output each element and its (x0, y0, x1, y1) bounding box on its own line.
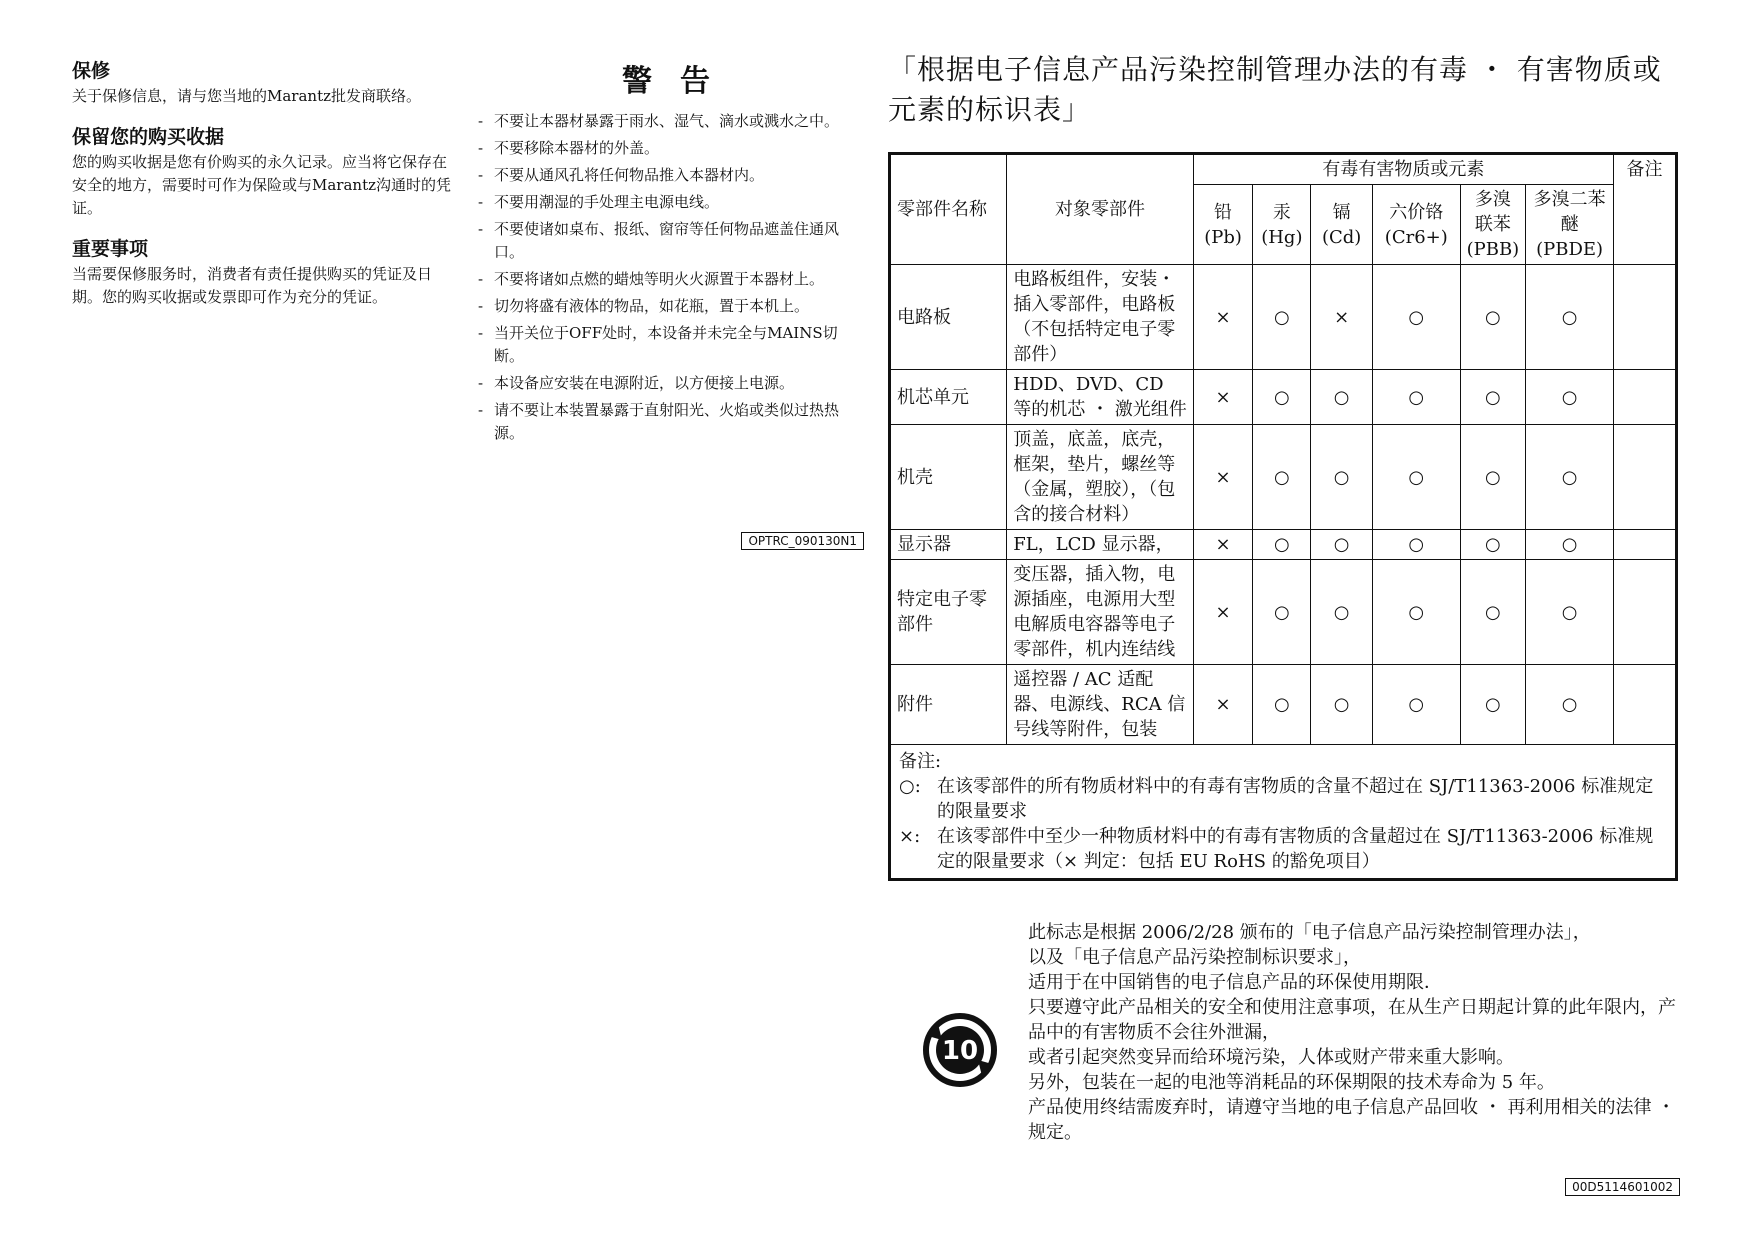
header-substance: 六价铬 (Cr6+) (1372, 185, 1460, 265)
row-part-name: 显示器 (890, 530, 1007, 560)
row-remark (1613, 370, 1676, 425)
legend-line: 适用于在中国销售的电子信息产品的环保使用期限． (1028, 972, 1442, 993)
receipt-section (72, 122, 454, 220)
row-target-parts: 变压器，插入物，电源插座，电源用大型电解质电容器等电子零部件，机内连结线 (1007, 560, 1193, 665)
substance-mark: ○ (1311, 530, 1373, 560)
substance-mark: ○ (1526, 425, 1614, 530)
row-remark (1613, 425, 1676, 530)
row-part-name: 机壳 (890, 425, 1007, 530)
row-remark (1613, 530, 1676, 560)
row-target-parts: HDD、DVD、CD 等的机芯 ・ 激光组件 (1007, 370, 1193, 425)
row-target-parts: 遥控器 / AC 适配器、电源线、RCA 信号线等附件，包装 (1007, 665, 1193, 745)
substance-mark: ○ (1253, 530, 1311, 560)
product-code-label: 00D5114601002 (1565, 1178, 1680, 1196)
notes-heading: 备注: (899, 751, 942, 772)
section-title: 保修 (72, 60, 111, 82)
header-remark: 备注 (1613, 154, 1676, 265)
substance-mark: ○ (1311, 665, 1373, 745)
substance-mark: × (1193, 370, 1253, 425)
legend-line: 产品使用终结需废弃时，请遵守当地的电子信息产品回收 ・ 再利用相关的法律 ・ 规定。 (1028, 1097, 1676, 1143)
warning-column (478, 56, 860, 548)
notes-cell (890, 745, 1677, 880)
substance-mark: ○ (1526, 265, 1614, 370)
header-substance: 镉 (Cd) (1311, 185, 1373, 265)
header-substance: 多溴二苯醚 (PBDE) (1526, 185, 1614, 265)
substance-mark: ○ (1253, 560, 1311, 665)
section-body: 关于保修信息，请与您当地的Marantz批发商联络。 (72, 87, 422, 105)
note-text: 在该零部件的所有物质材料中的有毒有害物质的含量不超过在 SJ/T11363-2006 标准规定的限量要求 (937, 776, 1654, 822)
substance-mark: ○ (1253, 665, 1311, 745)
substance-mark: × (1193, 665, 1253, 745)
warning-list (478, 110, 860, 445)
substance-mark: ○ (1372, 370, 1460, 425)
section-body: 您的购买收据是您有价购买的永久记录。应当将它保存在安全的地方，需要时可作为保险或与Marantz沟通时的凭证。 (72, 153, 452, 217)
substance-mark: ○ (1526, 665, 1614, 745)
important-section (72, 234, 454, 309)
substance-mark: ○ (1526, 560, 1614, 665)
row-part-name: 电路板 (890, 265, 1007, 370)
warning-title: 警告 (622, 64, 738, 99)
row-target-parts: 顶盖，底盖，底壳，框架，垫片，螺丝等（金属，塑胶），（包含的接合材料） (1007, 425, 1193, 530)
table-row (890, 530, 1677, 560)
note-line (899, 774, 1667, 824)
substance-mark: ○ (1372, 560, 1460, 665)
substance-mark: × (1193, 530, 1253, 560)
section-title: 保留您的购买收据 (72, 126, 225, 148)
substance-mark: ○ (1372, 265, 1460, 370)
logo-number: 10 (941, 1036, 979, 1066)
table-header-row (890, 154, 1677, 185)
legend-line: 或者引起突然变异而给环境污染，人体或财产带来重大影响。 (1028, 1047, 1514, 1068)
substance-mark: ○ (1311, 425, 1373, 530)
row-remark (1613, 560, 1676, 665)
table-row (890, 265, 1677, 370)
header-substance: 汞 (Hg) (1253, 185, 1311, 265)
header-target-parts: 对象零部件 (1007, 154, 1193, 265)
list-item: - 当开关位于OFF处时，本设备并未完全与MAINS切断。 (478, 322, 860, 368)
row-target-parts: 电路板组件，安装・插入零部件，电路板（不包括特定电子零部件） (1007, 265, 1193, 370)
table-notes-row (890, 745, 1677, 880)
substance-mark: × (1193, 425, 1253, 530)
substance-mark: ○ (1372, 425, 1460, 530)
list-item: - 不要将诸如点燃的蜡烛等明火火源置于本器材上。 (478, 268, 860, 291)
table-row (890, 665, 1677, 745)
rohs-column (888, 50, 1680, 1194)
substance-mark: ○ (1460, 560, 1526, 665)
row-part-name: 附件 (890, 665, 1007, 745)
list-item: - 不要移除本器材的外盖。 (478, 137, 860, 160)
list-item: - 本设备应安装在电源附近，以方便接上电源。 (478, 372, 860, 395)
section-body: 当需要保修服务时，消费者有责任提供购买的凭证及日期。您的购买收据或发票即可作为充分的凭证。 (72, 265, 433, 306)
substance-mark: ○ (1460, 665, 1526, 745)
row-remark (1613, 265, 1676, 370)
substance-mark: ○ (1253, 425, 1311, 530)
substance-mark: ○ (1253, 370, 1311, 425)
substance-mark: × (1193, 560, 1253, 665)
legend-line: 只要遵守此产品相关的安全和使用注意事项，在从生产日期起计算的此年限内，产品中的有害物质不会往外泄漏， (1028, 997, 1676, 1043)
legend-line: 此标志是根据 2006/2/28 颁布的「电子信息产品污染控制管理办法」， (1028, 922, 1591, 943)
substance-mark: ○ (1372, 530, 1460, 560)
efup-10-year-logo (920, 1010, 1000, 1090)
substance-mark: ○ (1460, 265, 1526, 370)
table-row (890, 560, 1677, 665)
substance-mark: ○ (1253, 265, 1311, 370)
legend-line: 以及「电子信息产品污染控制标识要求」， (1028, 947, 1361, 968)
table-row (890, 370, 1677, 425)
header-substance: 多溴联苯 (PBB) (1460, 185, 1526, 265)
rohs-title: 「根据电子信息产品污染控制管理办法的有毒 ・ 有害物质或元素的标识表」 (888, 53, 1662, 126)
substance-mark: × (1311, 265, 1373, 370)
list-item: - 不要让本器材暴露于雨水、湿气、滴水或溅水之中。 (478, 110, 860, 133)
header-substance-group: 有毒有害物质或元素 (1193, 154, 1613, 185)
note-line (899, 824, 1667, 874)
row-part-name: 特定电子零部件 (890, 560, 1007, 665)
row-target-parts: FL，LCD 显示器， (1007, 530, 1193, 560)
legend-line: 另外，包装在一起的电池等消耗品的环保期限的技术寿命为 5 年。 (1028, 1072, 1555, 1093)
list-item: - 请不要让本装置暴露于直射阳光、火焰或类似过热热源。 (478, 399, 860, 445)
header-substance: 铅 (Pb) (1193, 185, 1253, 265)
substance-mark: ○ (1526, 530, 1614, 560)
substance-mark: ○ (1311, 370, 1373, 425)
row-part-name: 机芯单元 (890, 370, 1007, 425)
row-remark (1613, 665, 1676, 745)
doc-code-label: OPTRC_090130N1 (741, 532, 864, 550)
note-mark: ×: (899, 826, 921, 847)
header-part-name: 零部件名称 (890, 154, 1007, 265)
warranty-column (72, 56, 454, 323)
substance-mark: ○ (1460, 370, 1526, 425)
efup-legend-text (1028, 920, 1678, 1145)
substance-mark: × (1193, 265, 1253, 370)
list-item: - 不要从通风孔将任何物品推入本器材内。 (478, 164, 860, 187)
substance-mark: ○ (1460, 425, 1526, 530)
substance-mark: ○ (1372, 665, 1460, 745)
note-text: 在该零部件中至少一种物质材料中的有毒有害物质的含量超过在 SJ/T11363-2006 标准规定的限量要求（× 判定：包括 EU RoHS 的豁免项目） (937, 826, 1654, 872)
section-title: 重要事项 (72, 238, 149, 260)
list-item: - 切勿将盛有液体的物品，如花瓶，置于本机上。 (478, 295, 860, 318)
note-mark: ○: (899, 776, 921, 797)
substance-mark: ○ (1311, 560, 1373, 665)
table-row (890, 425, 1677, 530)
substance-mark: ○ (1460, 530, 1526, 560)
substance-mark: ○ (1526, 370, 1614, 425)
list-item: - 不要用潮湿的手处理主电源电线。 (478, 191, 860, 214)
hazardous-substance-table (888, 152, 1678, 881)
list-item: - 不要使诸如桌布、报纸、窗帘等任何物品遮盖住通风口。 (478, 218, 860, 264)
warranty-section (72, 56, 454, 108)
